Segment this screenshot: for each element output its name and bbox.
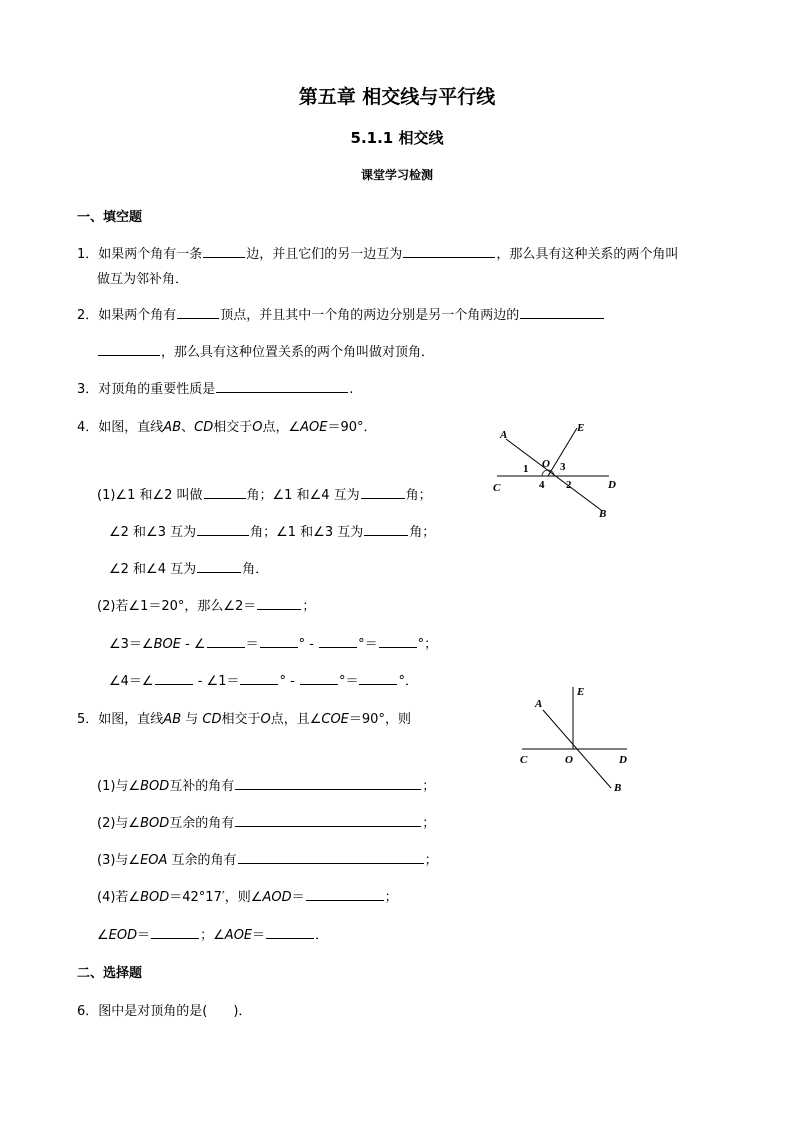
q4-blank-9[interactable] <box>319 635 357 648</box>
q4-blank-10[interactable] <box>379 635 417 648</box>
q5-part2: (2)与∠BOD互余的角有 ； <box>97 816 436 831</box>
q4-blank-4[interactable] <box>364 523 408 536</box>
q4-blank-7[interactable] <box>207 635 245 648</box>
label-angle-1: 1 <box>523 463 529 475</box>
section-choice-label: 二、选择题 <box>77 966 143 981</box>
question-1-line-1: 1．如果两个角有一条 边，并且它们的另一边互为 ，那么具有这种关系的两个角叫 <box>77 247 679 262</box>
q3-blank[interactable] <box>216 380 348 393</box>
label-A: A <box>535 698 543 710</box>
question-6: 6．图中是对顶角的是( )． <box>77 1004 252 1019</box>
q5-part1: (1)与∠BOD互补的角有 ； <box>97 779 436 794</box>
q5-part3: (3)与∠EOA 互余的角有 ； <box>97 853 438 868</box>
question-1-line-2: 做互为邻补角． <box>97 272 189 287</box>
label-E: E <box>577 422 585 434</box>
label-angle-4: 4 <box>539 479 545 491</box>
question-2-line-2: ，那么具有这种位置关系的两个角叫做对顶角． <box>97 341 434 360</box>
question-2-line-1: 2．如果两个角有 顶点，并且其中一个角的两边分别是另一个角两边的 <box>77 304 605 323</box>
q5-blank-5[interactable] <box>151 926 199 939</box>
figure-1-intersecting-lines <box>485 416 635 526</box>
q4-blank-3[interactable] <box>197 523 249 536</box>
label-D: D <box>608 479 616 491</box>
q4-part2-line1: (2)若∠1＝20°，那么∠2＝ ； <box>97 599 316 614</box>
q4-blank-2[interactable] <box>361 486 405 499</box>
label-C: C <box>493 482 501 494</box>
q4-part2-line2: ∠3＝∠BOE - ∠ ＝ ° - °＝ °； <box>109 637 438 652</box>
label-D: D <box>619 754 627 766</box>
label-C: C <box>520 754 528 766</box>
label-angle-3: 3 <box>560 461 566 473</box>
q5-blank-1[interactable] <box>235 777 421 790</box>
q4-part1-line2: ∠2 和∠3 互为 角；∠1 和∠3 互为 角； <box>109 525 436 540</box>
q5-blank-3[interactable] <box>238 851 424 864</box>
q2-blank-1[interactable] <box>177 306 219 319</box>
q4-blank-1[interactable] <box>204 486 246 499</box>
subsection-title: 课堂学习检测 <box>360 168 433 182</box>
question-4-stem: 4．如图，直线AB、CD相交于O点，∠AOE＝90°． <box>77 420 377 435</box>
label-angle-2: 2 <box>566 479 572 491</box>
q4-blank-11[interactable] <box>155 672 193 685</box>
section-fill-in-label: 一、填空题 <box>77 210 143 225</box>
q4-part1-line3: ∠2 和∠4 互为 角． <box>109 562 269 577</box>
q4-blank-14[interactable] <box>359 672 397 685</box>
q5-part5: ∠EOD＝ ；∠AOE＝ ． <box>97 928 329 943</box>
q4-blank-6[interactable] <box>257 597 301 610</box>
q4-part1-line1: (1)∠1 和∠2 叫做 角；∠1 和∠4 互为 角； <box>97 488 432 503</box>
label-B: B <box>599 508 607 520</box>
q2-blank-3[interactable] <box>98 343 160 356</box>
label-E: E <box>577 686 585 698</box>
q5-blank-2[interactable] <box>235 814 421 827</box>
label-O: O <box>565 754 573 766</box>
q5-blank-4[interactable] <box>306 888 384 901</box>
q5-part4: (4)若∠BOD＝42°17′，则∠AOD＝ ； <box>97 890 398 905</box>
q4-blank-5[interactable] <box>197 560 241 573</box>
label-B: B <box>614 782 622 794</box>
section-title: 5.1.1 相交线 <box>350 129 444 147</box>
q1-blank-2[interactable] <box>403 245 495 258</box>
q5-blank-6[interactable] <box>266 926 314 939</box>
figure-2-intersecting-lines <box>510 682 640 797</box>
q4-blank-13[interactable] <box>300 672 338 685</box>
q4-blank-8[interactable] <box>260 635 298 648</box>
question-5-stem: 5．如图，直线AB 与 CD相交于O点，且∠COE＝90°，则 <box>77 712 411 727</box>
q2-blank-2[interactable] <box>520 306 604 319</box>
chapter-title: 第五章 相交线与平行线 <box>298 86 496 108</box>
question-3: 3．对顶角的重要性质是 . <box>77 382 354 397</box>
q4-blank-12[interactable] <box>240 672 278 685</box>
q1-blank-1[interactable] <box>203 245 245 258</box>
q4-part2-line3: ∠4＝∠ - ∠1＝ ° - °＝ °． <box>109 674 418 689</box>
label-O: O <box>542 458 550 470</box>
label-A: A <box>500 429 508 441</box>
